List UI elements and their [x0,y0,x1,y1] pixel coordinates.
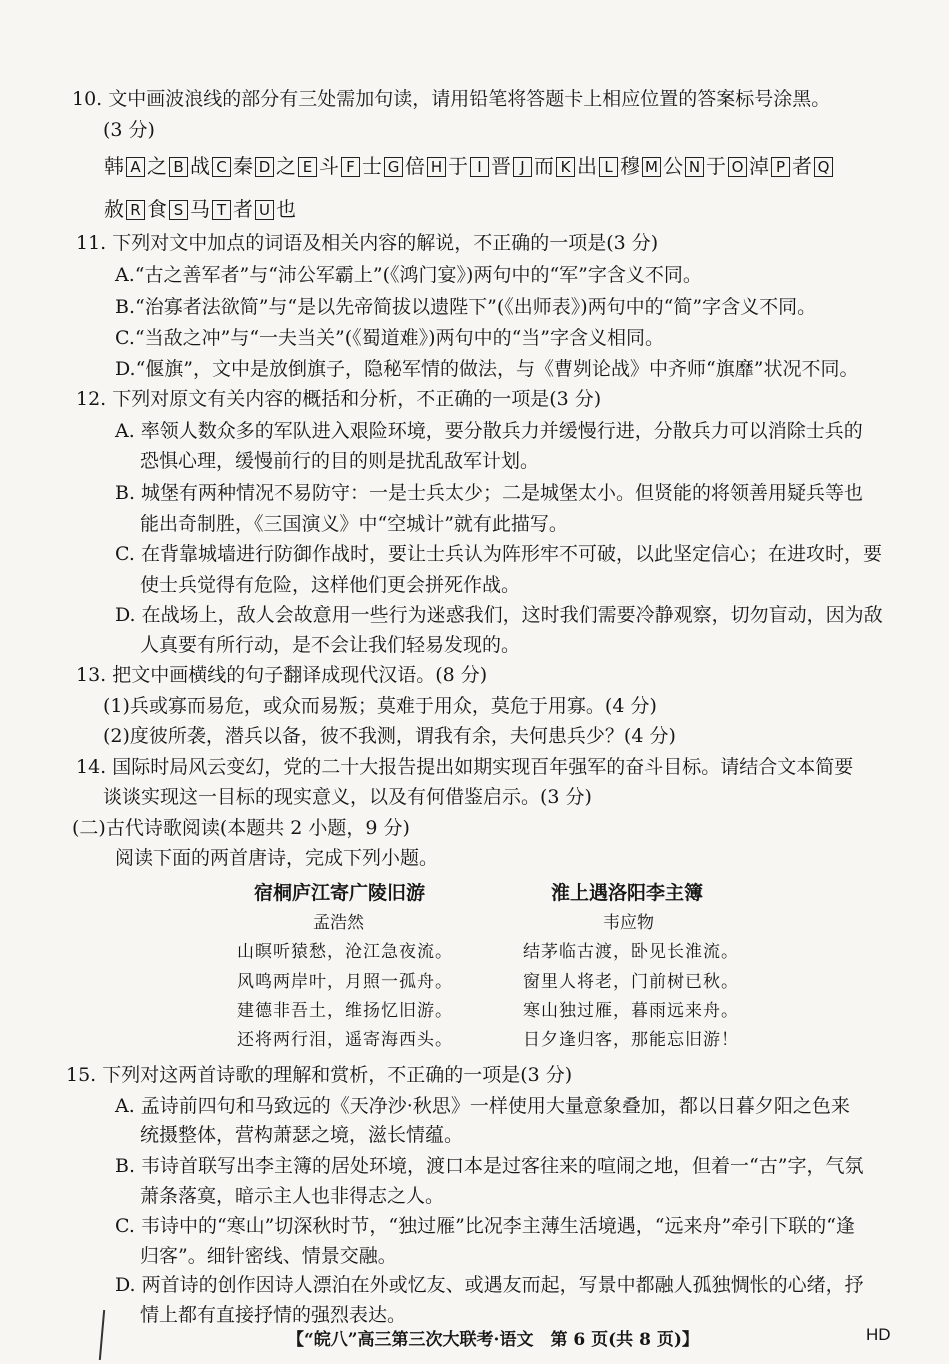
q10-answer-box[interactable]: R [126,200,145,220]
section-2-intro: 阅读下面的两首唐诗，完成下列小题。 [115,847,439,869]
q15-option-a-line1: A. 孟诗前四句和马致远的《天净沙·秋思》一样使用大量意象叠加，都以日暮夕阳之色来 [115,1095,850,1117]
q14-line-2: 谈谈实现这一目标的现实意义，以及有何借鉴启示。(3 分) [103,786,592,808]
q12-option-a-line2: 恐惧心理，缓慢前行的目的则是扰乱敌军计划。 [140,450,540,472]
q10-answer-box[interactable]: O [728,157,747,177]
q12-option-a-line1: A. 率领人数众多的军队进入艰险环境，要分散兵力并缓慢行进，分散兵力可以消除士兵的 [115,420,863,442]
q10-char: 马 [190,197,210,221]
q13-stem: 13. 把文中画横线的句子翻译成现代汉语。(8 分) [76,664,488,686]
q10-answer-box[interactable]: M [642,157,661,177]
poem-1-line-4: 还将两行泪，遥寄海西头。 [237,1030,453,1050]
q12-option-c-line2: 使士兵觉得有危险，这样他们更会拼死作战。 [140,574,521,596]
q10-answer-box[interactable]: D [255,157,274,177]
poem-2-title: 淮上遇洛阳李主簿 [551,882,704,904]
poem-2-line-2: 窗里人将老，门前树已秋。 [523,972,739,992]
q10-char: 者 [792,154,812,178]
q12-option-b-line2: 能出奇制胜，《三国演义》中“空城计”就有此描写。 [140,513,568,535]
q10-char: 于 [448,154,468,178]
q10-answer-box[interactable]: G [384,157,403,177]
q10-answer-box[interactable]: A [126,157,145,177]
q10-score: (3 分) [103,119,155,141]
poem-1-line-1: 山暝听猿愁，沧江急夜流。 [237,942,453,962]
q10-char: 士 [362,154,382,178]
q12-stem: 12. 下列对原文有关内容的概括和分析，不正确的一项是(3 分) [76,388,602,410]
q15-option-c-line1: C. 韦诗中的“寒山”切深秋时节，“独过雁”比况李主薄生活境遇，“远来舟”牵引下联的“逢 [115,1215,855,1237]
poem-2-author: 韦应物 [603,913,654,933]
q10-answer-box[interactable]: H [427,157,446,177]
q10-char: 也 [276,197,296,221]
q10-answer-box[interactable]: S [169,200,188,220]
q10-char: 晋 [491,154,511,178]
footer-code: HD [866,1325,891,1344]
q10-answer-box[interactable]: B [169,157,188,177]
q10-stem: 10. 文中画波浪线的部分有三处需加句读，请用铅笔将答题卡上相应位置的答案标号涂黑。 [72,88,831,110]
q15-option-d-line2: 情上都有直接抒情的强烈表达。 [140,1304,407,1326]
q10-char: 斗 [319,154,339,178]
poem-1-title: 宿桐庐江寄广陵旧游 [254,882,426,904]
q10-sentence-row-2 [103,193,297,222]
q15-option-a-line2: 统摄整体，营构萧瑟之境，滋长情蕴。 [140,1124,464,1146]
q10-char: 秦 [233,154,253,178]
q10-char: 食 [147,197,167,221]
q10-answer-box[interactable]: T [212,200,231,220]
q10-char: 之 [276,154,296,178]
q14-line-1: 14. 国际时局风云变幻，党的二十大报告提出如期实现百年强军的奋斗目标。请结合文本简要 [76,756,854,778]
q12-option-d-line1: D. 在战场上，敌人会故意用一些行为迷惑我们，这时我们需要冷静观察，切勿盲动，因为敌 [115,604,883,626]
q10-answer-box[interactable]: N [685,157,704,177]
q12-option-d-line2: 人真要有所行动，是不会让我们轻易发现的。 [140,634,521,656]
q15-option-d-line1: D. 两首诗的创作因诗人漂泊在外或忆友、或遇友而起，写景中都融人孤独惆怅的心绪，抒 [115,1274,864,1296]
q10-char: 于 [706,154,726,178]
q15-option-b-line1: B. 韦诗首联写出李主簿的居处环境，渡口本是过客往来的喧闹之地，但着一“古”字，气氛 [115,1155,864,1177]
poem-2-line-3: 寒山独过雁，暮雨远来舟。 [523,1001,739,1021]
q11-option-b: B.“治寡者法欲简”与“是以先帝简拔以遗陛下”(《出师表》)两句中的“简”字含义不同。 [115,296,817,318]
q10-answer-box[interactable]: F [341,157,360,177]
q10-answer-box[interactable]: L [599,157,618,177]
q10-answer-box[interactable]: U [255,200,274,220]
q10-answer-box[interactable]: P [771,157,790,177]
q10-char: 穆 [620,154,640,178]
q10-answer-box[interactable]: K [556,157,575,177]
q10-char: 者 [233,197,253,221]
q10-char: 倍 [405,154,425,178]
q12-option-c-line1: C. 在背靠城墙进行防御作战时，要让士兵认为阵形牢不可破，以此坚定信心；在进攻时，要 [115,543,882,565]
q10-answer-box[interactable]: I [470,157,489,177]
q15-option-b-line2: 萧条落寞，暗示主人也非得志之人。 [140,1185,445,1207]
q11-option-d: D.“偃旗”，文中是放倒旗子，隐秘军情的做法，与《曹刿论战》中齐师“旗靡”状况不同。 [115,358,859,380]
q13-sentence-1: (1)兵或寡而易危，或众而易叛；莫难于用众，莫危于用寡。(4 分) [103,695,657,717]
q10-char: 而 [534,154,554,178]
page-footer: 【“皖八”高三第三次大联考·语文 第 6 页(共 8 页)】 [287,1330,699,1350]
q10-char: 出 [577,154,597,178]
poem-1-author: 孟浩然 [313,913,364,933]
poem-2-line-4: 日夕逢归客，那能忘旧游！ [523,1030,739,1050]
poem-2-line-1: 结茅临古渡，卧见长淮流。 [523,942,739,962]
q10-sentence-row-1 [103,150,834,179]
q10-char: 之 [147,154,167,178]
q11-stem: 11. 下列对文中加点的词语及相关内容的解说，不正确的一项是(3 分) [76,232,659,254]
q10-char: 公 [663,154,683,178]
q12-option-b-line1: B. 城堡有两种情况不易防守：一是士兵太少；二是城堡太小。但贤能的将领善用疑兵等也 [115,482,864,504]
q10-answer-box[interactable]: E [298,157,317,177]
q10-char: 赦 [104,197,124,221]
q11-option-c: C.“当敌之冲”与“一夫当关”(《蜀道难》)两句中的“当”字含义相同。 [115,327,665,349]
poem-1-line-3: 建德非吾土，维扬忆旧游。 [237,1001,453,1021]
q10-char: 韩 [104,154,124,178]
q10-answer-box[interactable]: Q [814,157,833,177]
q13-sentence-2: (2)度彼所袭，潜兵以备，彼不我测，谓我有余，夫何患兵少？(4 分) [103,725,676,747]
scan-mark [99,1310,105,1360]
q15-option-c-line2: 归客”。细针密线、情景交融。 [140,1245,397,1267]
q10-answer-box[interactable]: C [212,157,231,177]
q15-stem: 15. 下列对这两首诗歌的理解和赏析，不正确的一项是(3 分) [66,1064,573,1086]
section-2-title: (二)古代诗歌阅读(本题共 2 小题，9 分) [72,817,410,839]
q10-char: 淖 [749,154,769,178]
poem-1-line-2: 风鸣两岸叶，月照一孤舟。 [237,972,453,992]
q10-char: 战 [190,154,210,178]
q11-option-a: A.“古之善军者”与“沛公军霸上”(《鸿门宴》)两句中的“军”字含义不同。 [115,264,702,286]
q10-answer-box[interactable]: J [513,157,532,177]
